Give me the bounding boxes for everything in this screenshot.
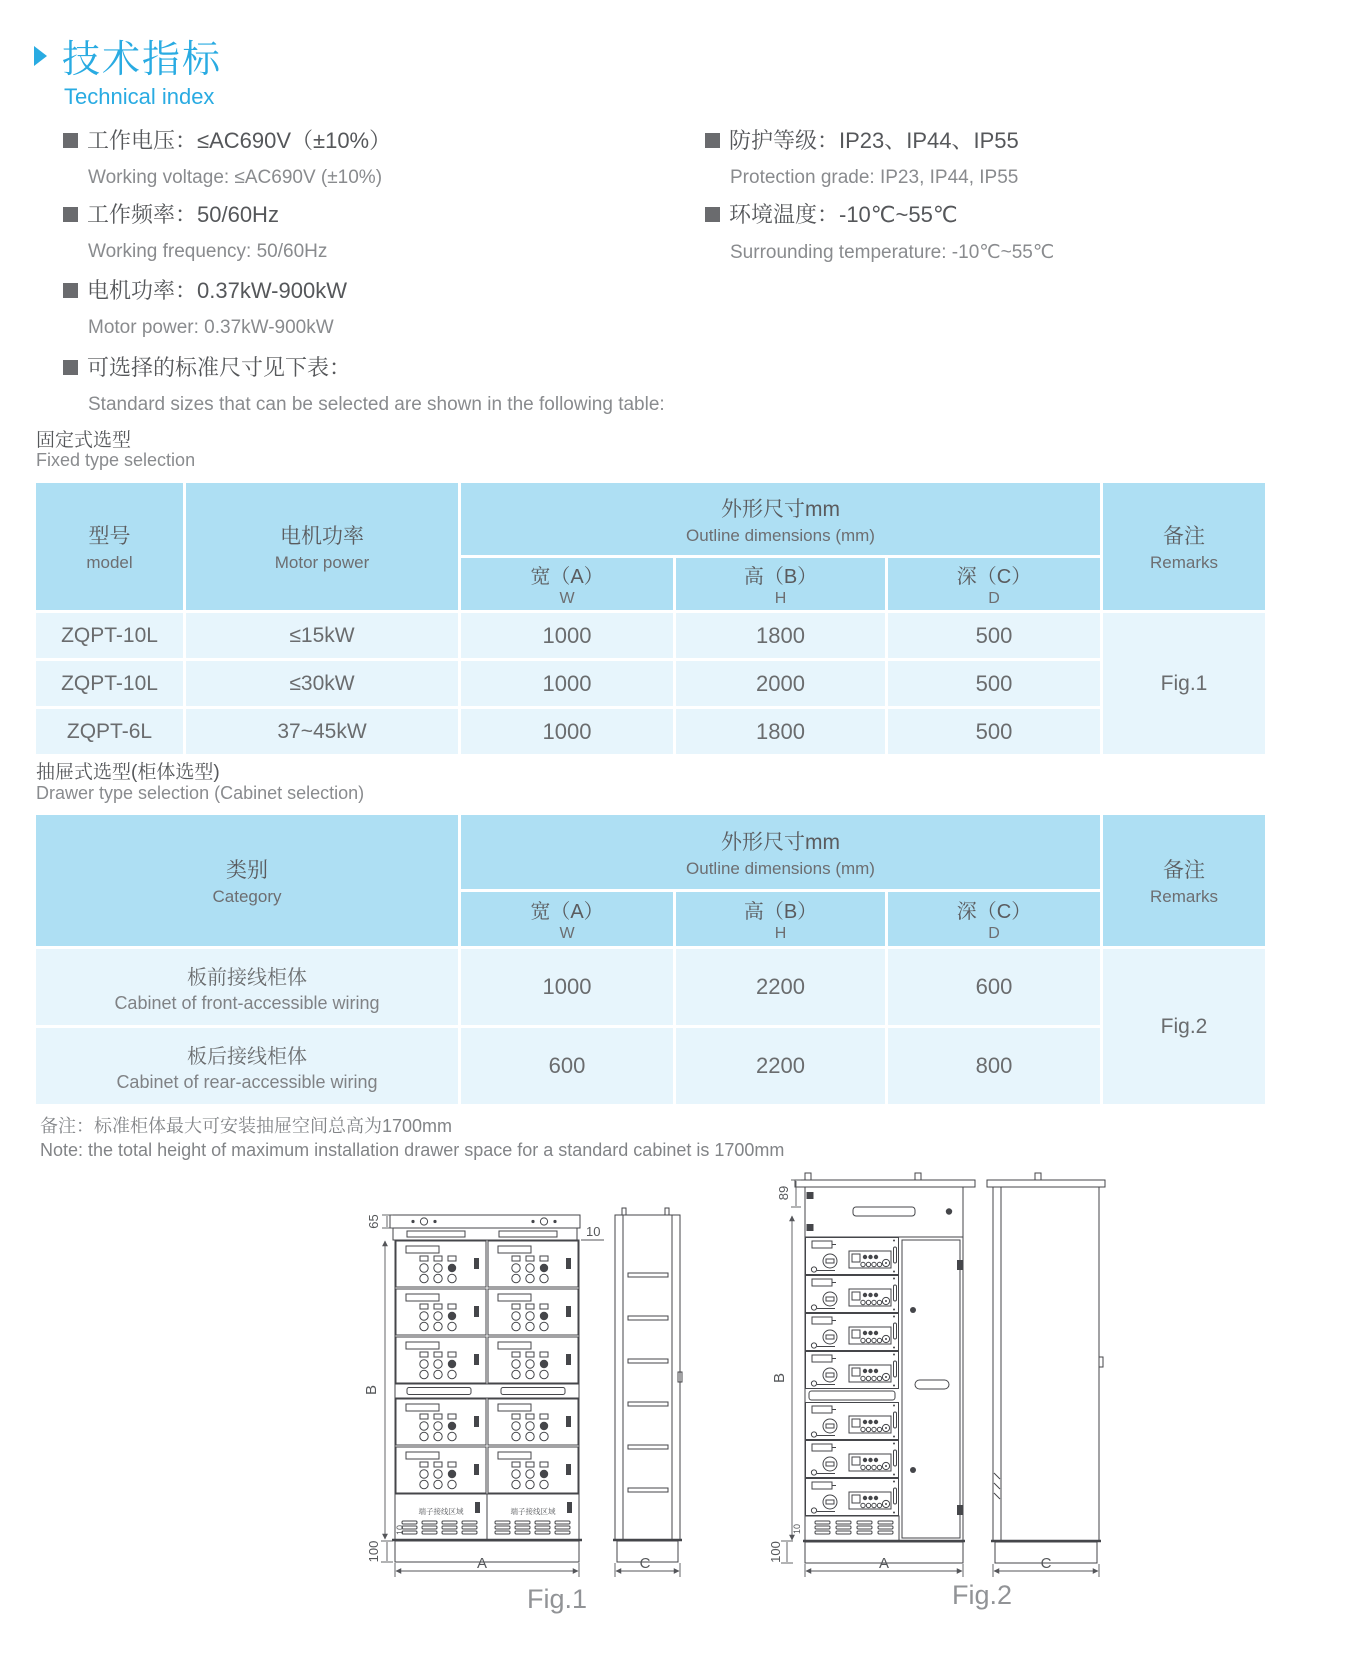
spec-en-text: Working voltage: ≤AC690V (±10%) [88,167,383,188]
fig1-dim-plinth-small: 10 [395,1524,405,1536]
bullet-square-icon [63,133,78,148]
drawer-row2-depth: 800 [888,1028,1100,1104]
drawer-table-section-zh: 抽屉式选型(柜体选型) [36,762,220,783]
drawer-row2-category: 板后接线柜体 Cabinet of rear-accessible wiring [36,1028,458,1104]
fixed-row2-motor: ≤30kW [186,661,458,706]
fig1-caption: Fig.1 [526,1584,588,1614]
spec-working-voltage [63,128,391,189]
spec-en-text: Standard sizes that can be selected are shown in the following table: [88,394,665,415]
fig1-dim-height: B [363,1384,380,1396]
fixed-row2-height: 2000 [676,661,885,706]
col-header-category: 类别 Category [36,815,458,946]
fig2-drawing [735,1085,1135,1630]
section-arrow-icon [34,46,47,66]
col-header-width: 宽（A） W [461,892,673,946]
page-subtitle: Technical index [64,84,215,109]
drawer-row1-width: 1000 [461,949,673,1025]
col-header-outline-dimensions: 外形尺寸mm Outline dimensions (mm) [461,483,1100,555]
col-header-remarks: 备注 Remarks [1103,815,1265,946]
fig2-dim-width: A [878,1555,890,1572]
spec-surrounding-temperature [705,202,1054,264]
fixed-row3-model: ZQPT-6L [36,709,183,754]
drawer-table-remark: Fig.2 [1103,949,1265,1104]
spec-table-intro [63,355,665,416]
spec-zh-text: 工作频率：50/60Hz [87,202,279,227]
fixed-row1-width: 1000 [461,613,673,658]
col-header-model: 型号 model [36,483,183,610]
drawer-row1-depth: 600 [888,949,1100,1025]
fixed-row3-width: 1000 [461,709,673,754]
fixed-row1-height: 1800 [676,613,885,658]
fixed-row2-model: ZQPT-10L [36,661,183,706]
fig1-dim-cap: 65 [366,1214,381,1229]
fixed-row2-width: 1000 [461,661,673,706]
fixed-row1-motor: ≤15kW [186,613,458,658]
fixed-table-section-en: Fixed type selection [36,450,196,470]
fig1-dim-depth: C [639,1555,651,1572]
drawer-row2-height: 2200 [676,1028,885,1104]
bullet-square-icon [705,133,720,148]
col-header-width: 宽（A） W [461,558,673,610]
fig2-caption: Fig.2 [951,1580,1013,1610]
fig2-dim-height: B [771,1372,788,1384]
fig1-front-view [390,1215,582,1562]
fixed-row2-depth: 500 [888,661,1100,706]
fixed-type-table [36,483,1265,754]
fixed-row1-depth: 500 [888,613,1100,658]
spec-zh-text: 防护等级：IP23、IP44、IP55 [729,128,1019,153]
fig2-dim-cap: 89 [776,1185,791,1201]
drawer-row2-width: 600 [461,1028,673,1104]
bullet-square-icon [705,207,720,222]
fig2-side-view [987,1173,1105,1563]
col-header-remarks: 备注 Remarks [1103,483,1265,610]
fixed-row3-motor: 37~45kW [186,709,458,754]
fig1-dimensions [363,1214,680,1577]
bullet-square-icon [63,207,78,222]
col-header-depth: 深（C） D [888,892,1100,946]
fig1-dim-plinth: 100 [366,1540,381,1563]
fig1-terminal-area-label: 端子接线区域 [510,1507,556,1516]
col-header-depth: 深（C） D [888,558,1100,610]
fig2-front-view [795,1173,975,1563]
spec-en-text: Working frequency: 50/60Hz [88,241,328,262]
col-header-motor-power: 电机功率 Motor power [186,483,458,610]
drawer-row1-height: 2200 [676,949,885,1025]
spec-zh-text: 环境温度：-10℃~55℃ [729,202,958,227]
col-header-height: 高（B） H [676,558,885,610]
spec-en-text: Protection grade: IP23, IP44, IP55 [730,167,1019,188]
col-header-outline-dimensions: 外形尺寸mm Outline dimensions (mm) [461,815,1100,889]
spec-zh-text: 工作电压：≤AC690V（±10%） [87,128,392,153]
page-title: 技术指标 [62,39,223,81]
spec-en-text: Surrounding temperature: -10℃~55℃ [730,242,1055,263]
fig2-dim-plinth-small: 10 [792,1523,802,1535]
spec-working-frequency [63,202,327,263]
fixed-table-section-zh: 固定式选型 [36,430,132,451]
spec-zh-text: 可选择的标准尺寸见下表： [87,355,352,380]
spec-protection-grade [705,128,1019,189]
note-zh: 备注：标准柜体最大可安装抽屉空间总高为1700mm [40,1116,453,1136]
drawer-table-section-en: Drawer type selection (Cabinet selection) [36,783,365,803]
spec-motor-power [63,278,347,339]
spec-zh-text: 电机功率：0.37kW-900kW [87,278,347,303]
spec-en-text: Motor power: 0.37kW-900kW [88,317,334,338]
fig1-dim-width: A [476,1555,488,1572]
fig1-terminal-area-label: 端子接线区域 [418,1507,464,1516]
fig2-dim-depth: C [1040,1555,1052,1572]
fixed-row1-model: ZQPT-10L [36,613,183,658]
fixed-row3-depth: 500 [888,709,1100,754]
fig1-dim-offset: 10 [586,1224,601,1239]
bullet-square-icon [63,283,78,298]
bullet-square-icon [63,360,78,375]
fig1-side-view [613,1208,682,1562]
col-header-height: 高（B） H [676,892,885,946]
drawer-row1-category: 板前接线柜体 Cabinet of front-accessible wiring [36,949,458,1025]
fig2-dim-plinth: 100 [768,1541,783,1563]
fig1-drawing [345,1140,695,1625]
note-en: Note: the total height of maximum installation drawer space for a standard cabinet is 1700mm [40,1140,785,1160]
drawer-type-table [36,815,1265,1104]
fixed-table-remark: Fig.1 [1103,613,1265,754]
fixed-row3-height: 1800 [676,709,885,754]
